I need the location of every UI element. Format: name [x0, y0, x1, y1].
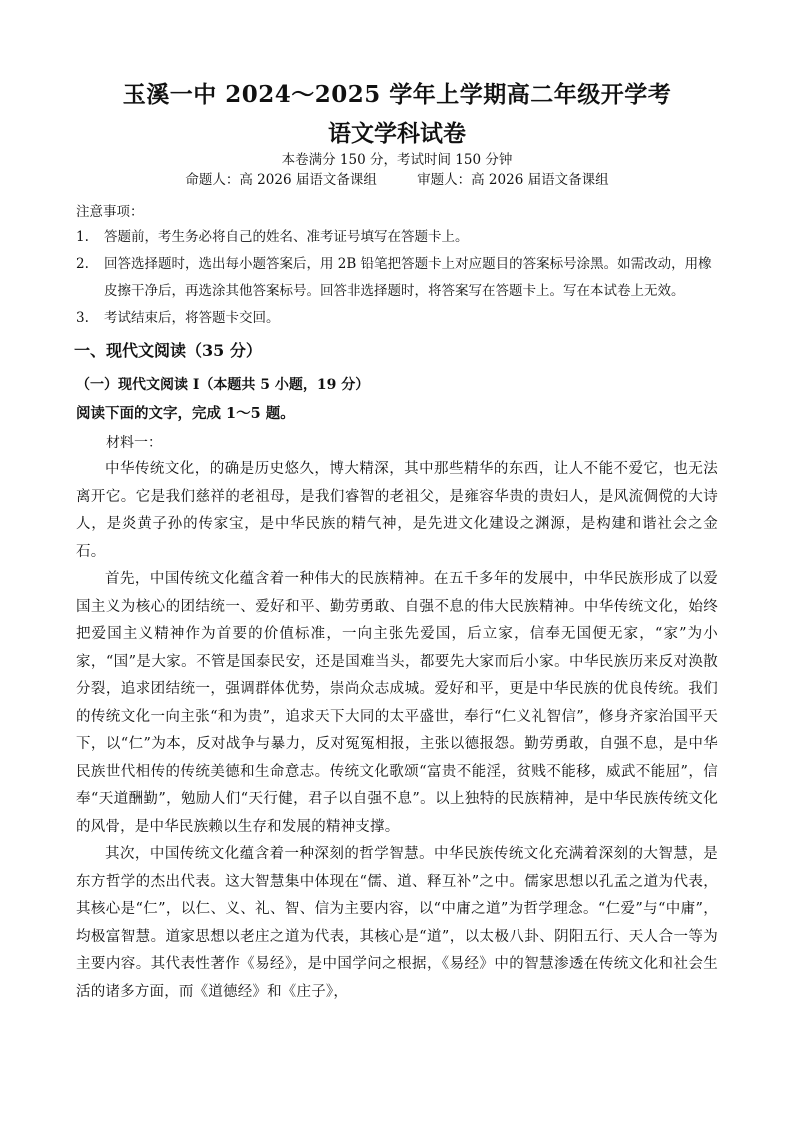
exam-info: 本卷满分 150 分，考试时间 150 分钟: [281, 152, 513, 168]
notice-number: 1.: [76, 229, 89, 245]
notice-item: [76, 251, 718, 305]
exam-subtitle: 语文学科试卷: [328, 120, 466, 147]
author-line: 命题人：高 2026 届语文备课组: [185, 172, 377, 188]
exam-meta: [76, 170, 718, 190]
notice-number: 2.: [76, 256, 89, 272]
notice-title: 注意事项：: [76, 204, 144, 220]
reviewer-line: 审题人：高 2026 届语文备课组: [417, 172, 609, 188]
notice-number: 3.: [76, 310, 89, 326]
notice-text: 考试结束后，将答题卡交回。: [104, 310, 280, 326]
passage-paragraph: 中华传统文化，的确是历史悠久，博大精深，其中那些精华的东西，让人不能不爱它，也无法离开它。它是我们慈祥的老祖母，是我们睿智的老祖父，是雍容华贵的贵妇人，是风流倜傥的大诗人，是炎黄子孙的传家宝，是中华民族的精气神，是先进文化建设之渊源，是构建和谐社会之金石。: [76, 461, 718, 560]
passage-paragraph: 首先，中国传统文化蕴含着一种伟大的民族精神。在五千多年的发展中，中华民族形成了以爱国主义为核心的团结统一、爱好和平、勤劳勇敢、自强不息的伟大民族精神。中华传统文化，始终把爱国主义精神作为首要的价值标准，一向主张先爱国，后立家，信奉无国便无家，“家”为小家，“国”是大家。不管是国泰民安，还是国难当头，都要先大家而后小家。中华民族历来反对涣散分裂，追求团结统一，强调群体优势，崇尚众志成城。爱好和平，更是中华民族的优良传统。我们的传统文化一向主张“和为贵”，追求天下大同的太平盛世，奉行“仁义礼智信”，修身齐家治国平天下，以“仁”为本，反对战争与暴力，反对冤冤相报，主张以德报怨。勤劳勇敢，自强不息，是中华民族世代相传的传统美德和生命意志。传统文化歌颂“富贵不能淫，贫贱不能移，威武不能屈”，信奉“天道酬勤”，勉励人们“天行健，君子以自强不息”。以上独特的民族精神，是中华民族传统文化的风骨，是中华民族赖以生存和发展的精神支撑。: [76, 571, 718, 835]
material-label: 材料一：: [106, 435, 162, 451]
notice-text: 答题前，考生务必将自己的姓名、准考证号填写在答题卡上。: [104, 229, 469, 245]
passage-paragraph: 其次，中国传统文化蕴含着一种深刻的哲学智慧。中华民族传统文化充满着深刻的大智慧，是东方哲学的杰出代表。这大智慧集中体现在“儒、道、释互补”之中。儒家思想以孔孟之道为代表，其核心是“仁”，以仁、义、礼、智、信为主要内容，以“中庸之道”为哲学理念。“仁爱”与“中庸”，均极富智慧。道家思想以老庄之道为代表，其核心是“道”，以太极八卦、阴阳五行、天人合一等为主要内容。其代表性著作《易经》，是中国学问之根据，《易经》中的智慧渗透在传统文化和社会生活的诸多方面，而《道德经》和《庄子》，: [76, 846, 718, 1000]
exam-title: 玉溪一中 2024～2025 学年上学期高二年级开学考: [122, 81, 672, 108]
notice-item: [76, 224, 718, 251]
reading-instruction: 阅读下面的文字，完成 1～5 题。: [76, 405, 295, 422]
subsection-heading: （一）现代文阅读 I（本题共 5 小题，19 分）: [76, 377, 370, 393]
notice-item: [76, 305, 718, 332]
notice-text: 回答选择题时，选出每小题答案后，用 2B 铅笔把答题卡上对应题目的答案标号涂黑。如需改动，用橡皮擦干净后，再选涂其他答案标号。回答非选择题时，将答案写在答题卡上。写在本试卷上无效。: [104, 256, 712, 299]
section-heading: 一、现代文阅读（35 分）: [74, 341, 262, 360]
